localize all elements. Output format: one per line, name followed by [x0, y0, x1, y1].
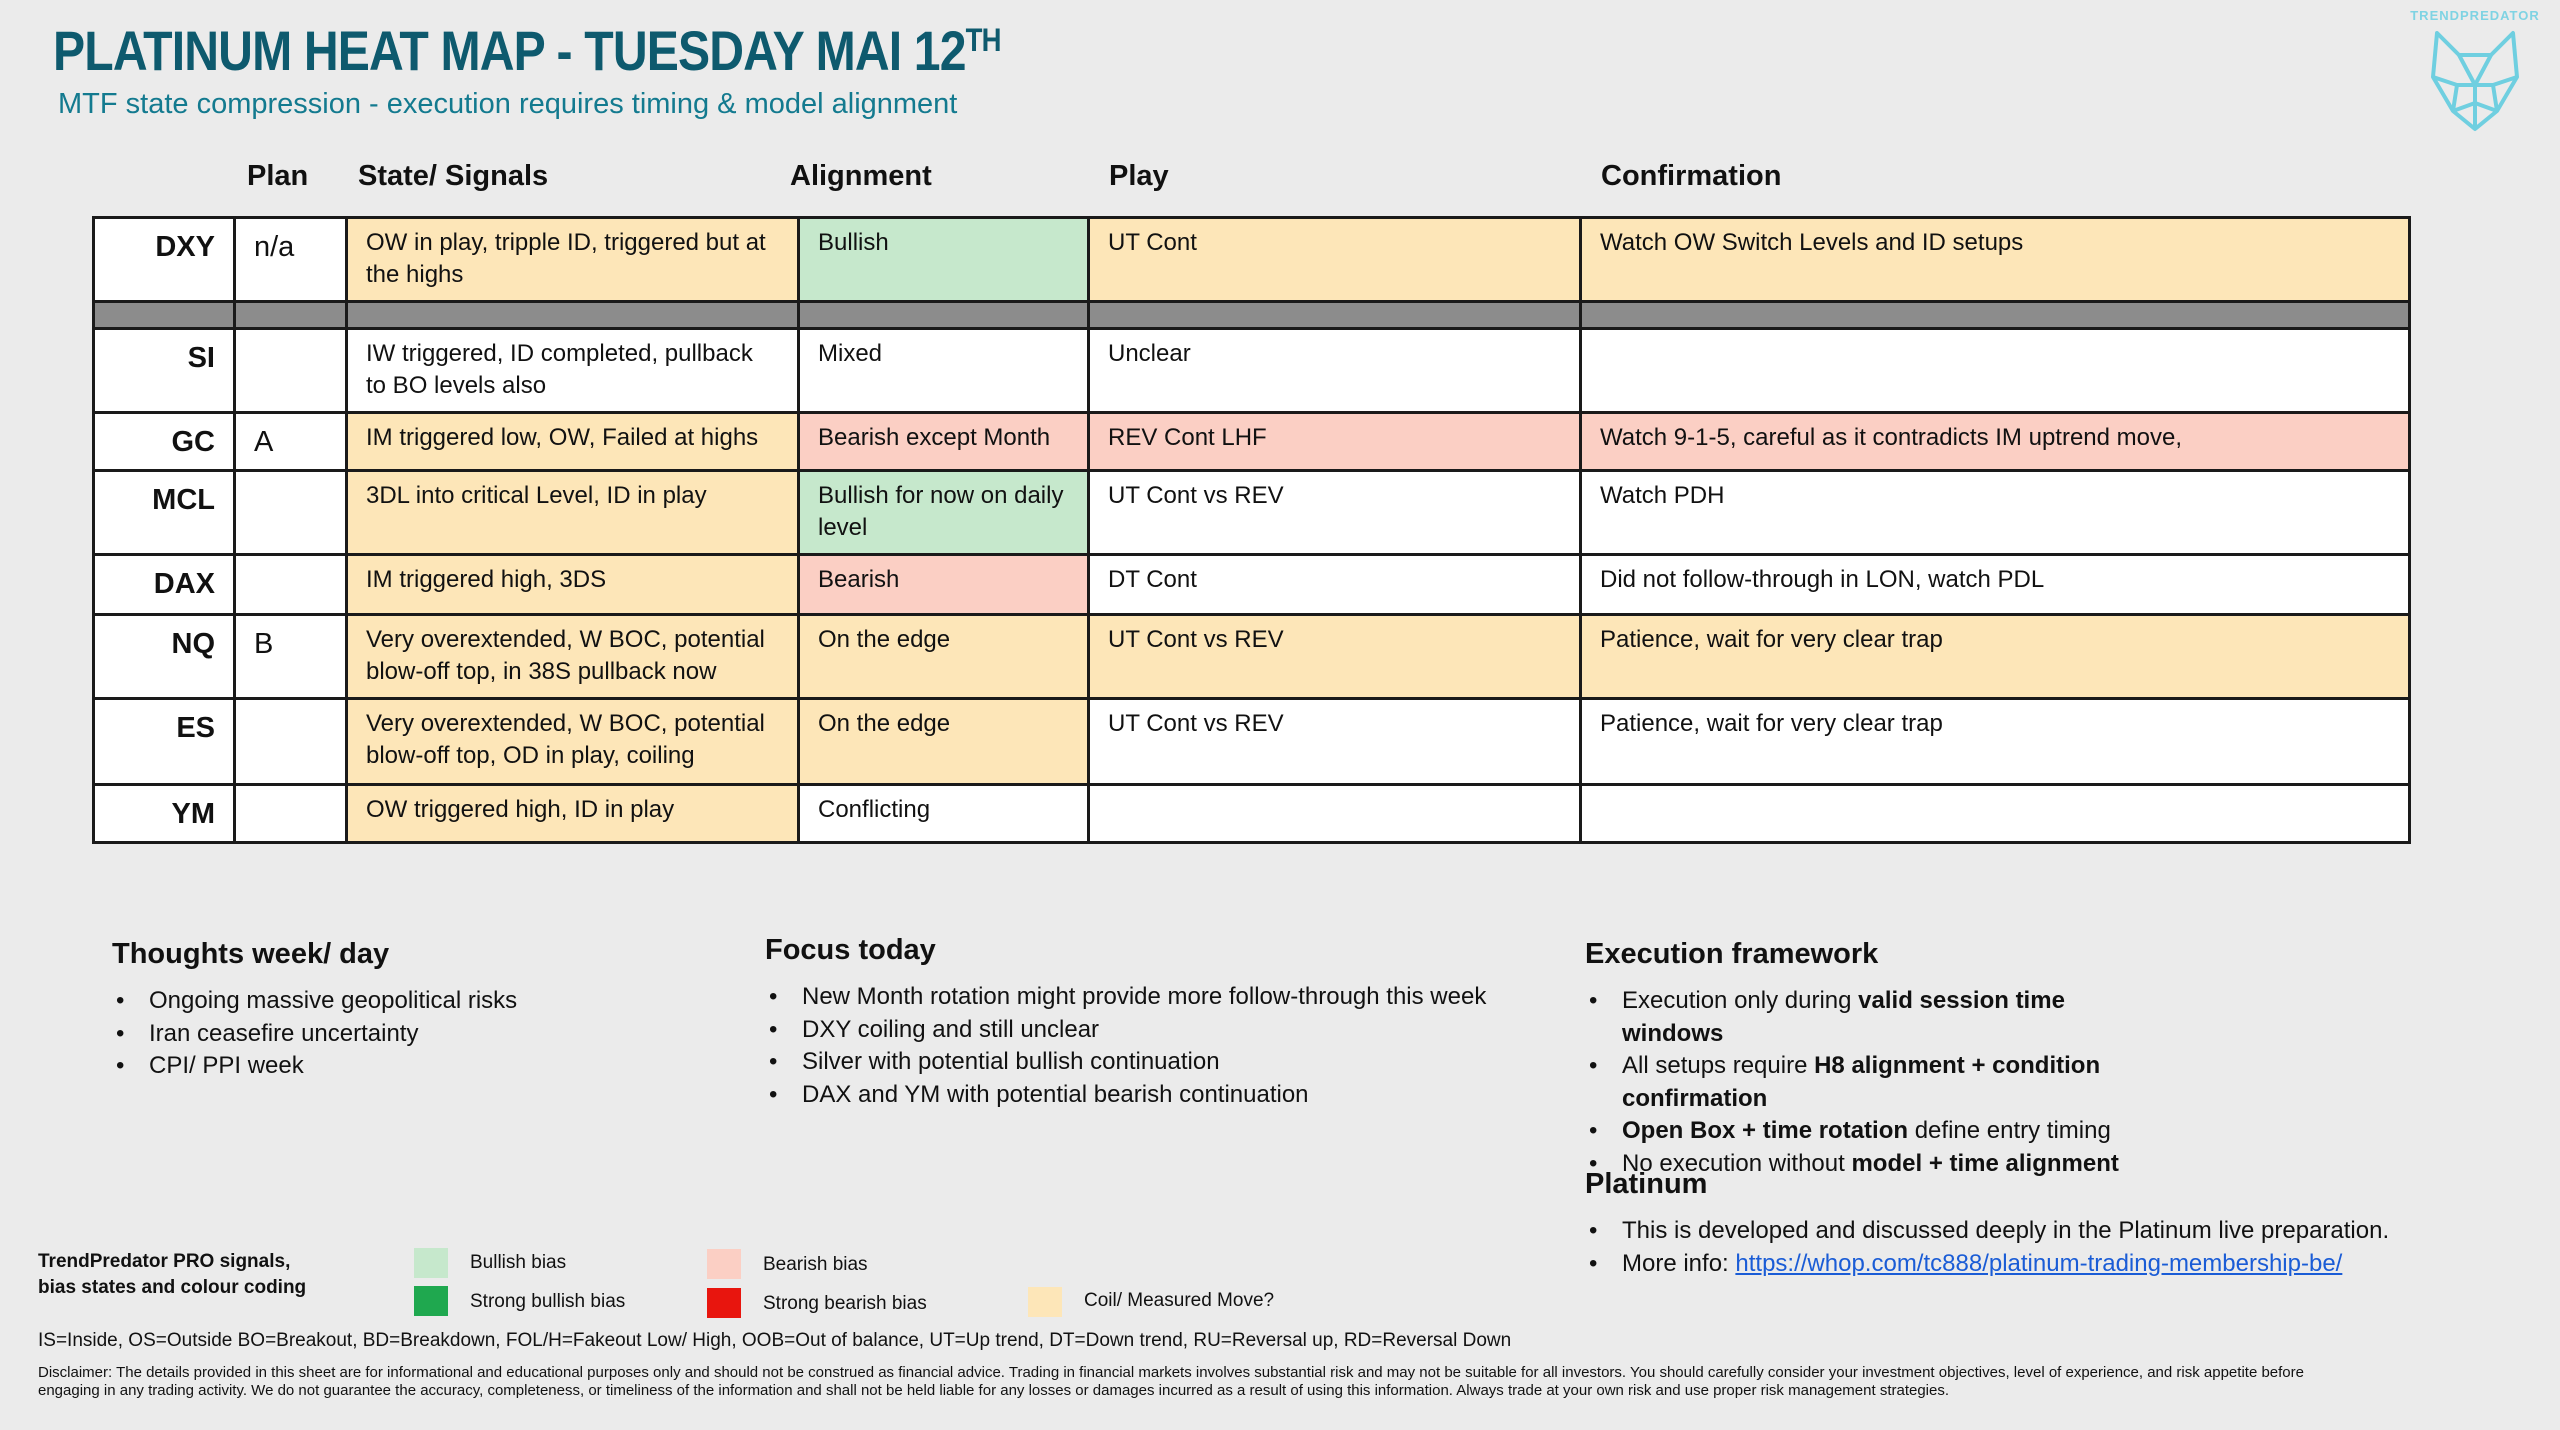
list-item: • DXY coiling and still unclear	[765, 1014, 1505, 1047]
table-row-dxy	[94, 218, 2410, 302]
title-text: PLATINUM HEAT MAP - TUESDAY MAI 12	[53, 19, 966, 82]
focus-section	[765, 934, 1505, 1111]
confirmation-cell: Did not follow-through in LON, watch PDL	[1581, 555, 2410, 615]
item-bold-text: Open Box + time rotation	[1622, 1117, 1909, 1144]
plan-cell	[235, 555, 347, 615]
plan-cell	[235, 785, 347, 843]
list-item	[1585, 985, 2145, 1050]
disclaimer-text: Disclaimer: The details provided in this sheet are for informational and educational purposes only and should not be construed as financial advice. Trading in financial markets involves substantial risk and may not be suitable for all investors. You should carefully consider your investment objectives, level of experience, and risk appetite before engaging in any trading activity. We do not guarantee the accuracy, completeness, or timeliness of the information and shall not be held liable for any losses or damages incurred as a result of using this information. Always trade at your own risk and use proper risk management strategies.	[38, 1364, 2304, 1399]
plan-cell: n/a	[235, 218, 347, 302]
alignment-cell: Bullish for now on daily level	[799, 471, 1089, 555]
symbol-cell: SI	[94, 329, 235, 413]
alignment-cell: Mixed	[799, 329, 1089, 413]
plan-cell	[235, 699, 347, 785]
list-item	[1585, 1050, 2145, 1115]
item-bold-text: valid session time windows	[1622, 987, 2065, 1047]
play-cell: UT Cont vs REV	[1089, 699, 1581, 785]
execution-list	[1585, 985, 2145, 1180]
bullish-swatch	[414, 1248, 448, 1278]
symbol-cell: DAX	[94, 555, 235, 615]
thoughts-section	[112, 938, 672, 1083]
alignment-cell: Conflicting	[799, 785, 1089, 843]
plan-cell: A	[235, 413, 347, 471]
column-header-plan: Plan	[247, 160, 309, 192]
state-cell: IM triggered low, OW, Failed at highs	[347, 413, 799, 471]
list-item: • New Month rotation might provide more follow-through this week	[765, 981, 1505, 1014]
table-separator-row	[94, 302, 2410, 329]
symbol-cell: NQ	[94, 615, 235, 699]
play-cell: DT Cont	[1089, 555, 1581, 615]
item-text: define entry timing	[1908, 1117, 2111, 1144]
heat-map-table	[92, 216, 2411, 844]
separator-cell	[799, 302, 1089, 329]
play-cell: REV Cont LHF	[1089, 413, 1581, 471]
separator-cell	[1089, 302, 1581, 329]
focus-title: Focus today	[765, 934, 936, 966]
list-item	[1585, 1115, 2145, 1148]
separator-cell	[347, 302, 799, 329]
thoughts-list	[112, 985, 672, 1083]
page-subtitle: MTF state compression - execution requires timing & model alignment	[58, 88, 958, 120]
strong-bearish-swatch	[707, 1288, 741, 1318]
alignment-cell: Bearish except Month	[799, 413, 1089, 471]
state-cell: OW in play, tripple ID, triggered but at the highs	[347, 218, 799, 302]
state-cell: 3DL into critical Level, ID in play	[347, 471, 799, 555]
list-item: • DAX and YM with potential bearish continuation	[765, 1079, 1505, 1112]
separator-cell	[94, 302, 235, 329]
item-text: More info:	[1622, 1249, 1736, 1277]
list-item: • CPI/ PPI week	[112, 1050, 672, 1083]
state-cell: Very overextended, W BOC, potential blow-off top, OD in play, coiling	[347, 699, 799, 785]
brand-logo	[2400, 8, 2550, 133]
state-cell: Very overextended, W BOC, potential blow-off top, in 38S pullback now	[347, 615, 799, 699]
column-header-state: State/ Signals	[358, 160, 549, 192]
list-item: • This is developed and discussed deeply in the Platinum live preparation.	[1585, 1215, 2545, 1248]
confirmation-cell: Patience, wait for very clear trap	[1581, 699, 2410, 785]
alignment-cell: Bearish	[799, 555, 1089, 615]
column-header-play: Play	[1109, 160, 1169, 192]
plan-cell	[235, 329, 347, 413]
title-suffix: TH	[965, 22, 1001, 58]
symbol-cell: YM	[94, 785, 235, 843]
confirmation-cell: Patience, wait for very clear trap	[1581, 615, 2410, 699]
list-item: • Silver with potential bullish continuation	[765, 1046, 1505, 1079]
plan-cell: B	[235, 615, 347, 699]
platinum-list	[1585, 1215, 2545, 1280]
strong-bullish-swatch	[414, 1286, 448, 1316]
table-row-nq	[94, 615, 2410, 699]
symbol-cell: GC	[94, 413, 235, 471]
platinum-title: Platinum	[1585, 1168, 1708, 1200]
execution-title: Execution framework	[1585, 938, 1879, 970]
play-cell: UT Cont vs REV	[1089, 615, 1581, 699]
state-cell: IW triggered, ID completed, pullback to BO levels also	[347, 329, 799, 413]
table-row-mcl	[94, 471, 2410, 555]
column-header-alignment: Alignment	[790, 160, 932, 192]
item-bold-text: model + time alignment	[1851, 1149, 2119, 1177]
separator-cell	[1581, 302, 2410, 329]
legend-bearish: Bearish bias	[763, 1254, 868, 1275]
list-item	[1585, 1248, 2545, 1281]
symbol-cell: ES	[94, 699, 235, 785]
wolf-head-icon	[2427, 29, 2523, 133]
confirmation-cell: Watch 9-1-5, careful as it contradicts IM uptrend move,	[1581, 413, 2410, 471]
legend-title	[38, 1249, 306, 1301]
confirmation-cell	[1581, 785, 2410, 843]
alignment-cell: On the edge	[799, 699, 1089, 785]
item-text: All setups require	[1622, 1052, 1815, 1079]
separator-cell	[235, 302, 347, 329]
item-text: Execution only during	[1622, 987, 1859, 1014]
coil-swatch	[1028, 1287, 1062, 1317]
brand-name: TRENDPREDATOR	[2410, 8, 2540, 23]
bearish-swatch	[707, 1249, 741, 1279]
column-header-confirmation: Confirmation	[1601, 160, 1782, 192]
alignment-cell: On the edge	[799, 615, 1089, 699]
focus-list	[765, 981, 1505, 1111]
table-row-es	[94, 699, 2410, 785]
page-title	[53, 18, 1001, 83]
alignment-cell: Bullish	[799, 218, 1089, 302]
legend-strong-bearish: Strong bearish bias	[763, 1293, 927, 1314]
state-cell: IM triggered high, 3DS	[347, 555, 799, 615]
table-row-dax	[94, 555, 2410, 615]
legend-title-line: TrendPredator PRO signals,	[38, 1251, 291, 1272]
confirmation-cell: Watch PDH	[1581, 471, 2410, 555]
item-text: No execution without	[1622, 1149, 1852, 1177]
table-row-ym	[94, 785, 2410, 843]
execution-section	[1585, 938, 2145, 1180]
play-cell: UT Cont vs REV	[1089, 471, 1581, 555]
thoughts-title: Thoughts week/ day	[112, 938, 390, 970]
list-item: • Ongoing massive geopolitical risks	[112, 985, 672, 1018]
symbol-cell: MCL	[94, 471, 235, 555]
legend-title-line: bias states and colour coding	[38, 1277, 307, 1298]
play-cell: UT Cont	[1089, 218, 1581, 302]
legend-strong-bullish: Strong bullish bias	[470, 1291, 626, 1312]
confirmation-cell: Watch OW Switch Levels and ID setups	[1581, 218, 2410, 302]
abbreviations-text: IS=Inside, OS=Outside BO=Breakout, BD=Breakdown, FOL/H=Fakeout Low/ High, OOB=Out of balance, UT=Up trend, DT=Down trend, RU=Reversal up, RD=Reversal Down	[38, 1330, 1512, 1351]
table-row-si	[94, 329, 2410, 413]
play-cell	[1089, 785, 1581, 843]
state-cell: OW triggered high, ID in play	[347, 785, 799, 843]
platinum-section	[1585, 1168, 2545, 1280]
item-bold-text: H8 alignment + condition confirmation	[1622, 1052, 2101, 1112]
list-item: • Iran ceasefire uncertainty	[112, 1018, 672, 1051]
table-row-gc	[94, 413, 2410, 471]
platinum-membership-link[interactable]: https://whop.com/tc888/platinum-trading-membership-be/	[1735, 1249, 2343, 1277]
plan-cell	[235, 471, 347, 555]
symbol-cell: DXY	[94, 218, 235, 302]
legend-coil: Coil/ Measured Move?	[1084, 1290, 1275, 1311]
confirmation-cell	[1581, 329, 2410, 413]
play-cell: Unclear	[1089, 329, 1581, 413]
legend-bullish: Bullish bias	[470, 1252, 567, 1273]
